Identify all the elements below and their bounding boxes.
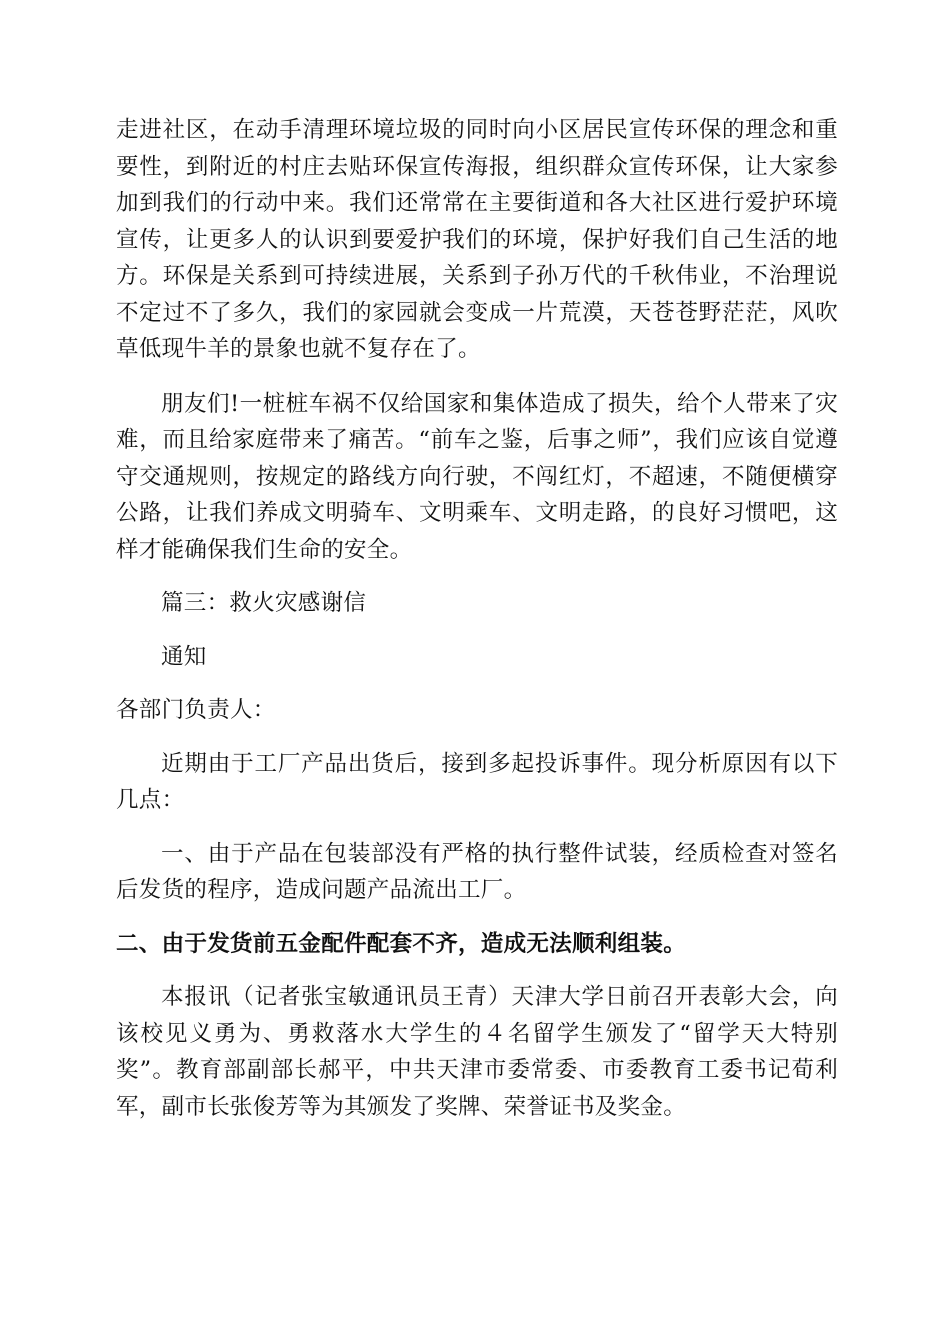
notice-title: 通知 (161, 643, 207, 670)
paragraph-traffic-safety: 朋友们!一桩桩车祸不仅给国家和集体造成了损失，给个人带来了灾难，而且给家庭带来了痛苦。“前车之鉴，后事之师”，我们应该自觉遵守交通规则，按规定的路线方向行驶，不闯红灯，不超速，不随便横穿公路，让我们养成文明骑车、文明乘车、文明走路，的良好习惯吧，这样才能确保我们生命的安全。 (116, 390, 838, 563)
paragraph-environment: 走进社区，在动手清理环境垃圾的同时向小区居民宣传环保的理念和重要性，到附近的村庄去贴环保宣传海报，组织群众宣传环保，让大家参加到我们的行动中来。我们还常常在主要街道和各大社区进行爱护环境宣传，让更多人的认识到要爱护我们的环境，保护好我们自己生活的地方。环保是关系到可持续进展，关系到子孙万代的千秋伟业，不治理说不定过不了多久，我们的家园就会变成一片荒漠，天苍苍野茫茫，风吹草低现牛羊的景象也就不复存在了。 (116, 117, 838, 362)
section-heading: 篇三：救火灾感谢信 (161, 590, 367, 616)
paragraph-news-report: 本报讯（记者张宝敏通讯员王青）天津大学日前召开表彰大会，向该校见义勇为、勇救落水大学生的４名留学生颁发了“留学天大特别奖”。教育部副部长郝平，中共天津市委常委、市委教育工委书记荀利军，副市长张俊芳等为其颁发了奖牌、荣誉证书及奖金。 (116, 984, 838, 1120)
notice-salutation: 各部门负责人： (116, 697, 276, 723)
document-page (116, 112, 838, 1125)
notice-point-two: 二、由于发货前五金配件配套不齐，造成无法顺利组装。 (116, 930, 687, 957)
notice-intro: 近期由于工厂产品出货后，接到多起投诉事件。现分析原因有以下几点： (116, 750, 838, 813)
notice-point-one: 一、由于产品在包装部没有严格的执行整件试装，经质检查对签名后发货的程序，造成问题产品流出工厂。 (116, 840, 838, 903)
